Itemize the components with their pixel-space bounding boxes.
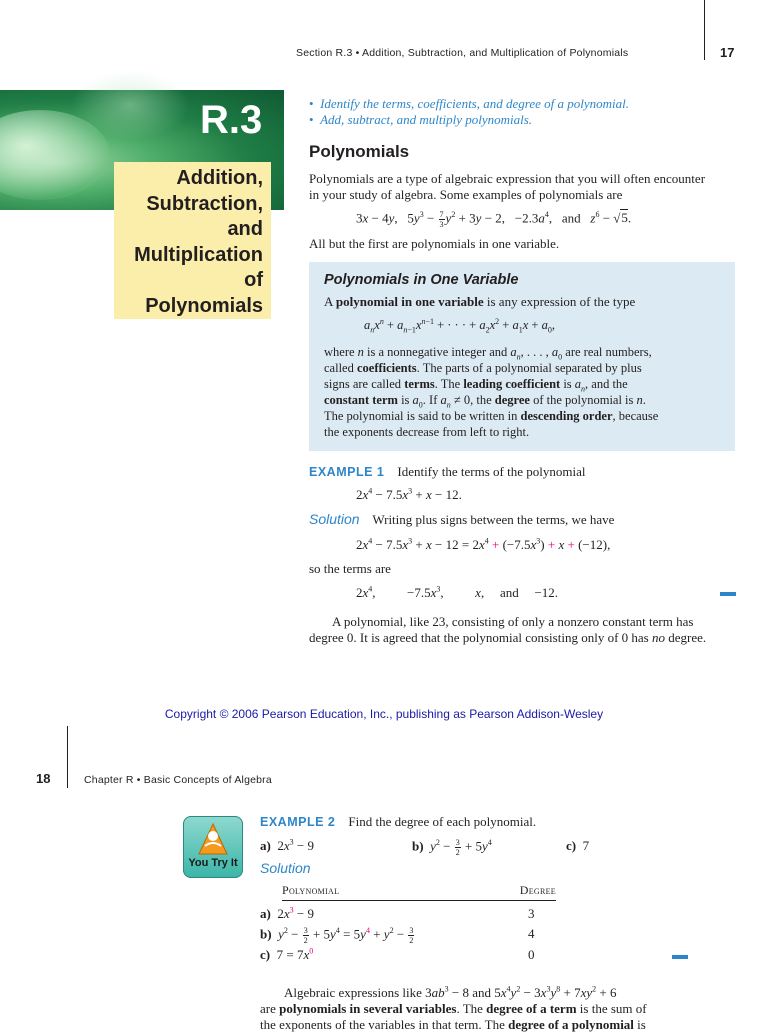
end-of-example-marker [720,592,736,596]
running-head: Section R.3 • Addition, Subtraction, and Multiplication of Polynomials [296,47,629,59]
definition-detail-line: The polynomial is said to be written in descending order, because [324,409,659,423]
so-terms-text: so the terms are [309,561,391,576]
degree-value: 4 [528,926,535,941]
table-row: c) $7 = 7x^0$ 0 [260,946,535,962]
section-title-line-3: Multiplication of [134,243,263,291]
table-row: b) $y^2$ − $\frac{3}{2}$ + $5y^4 = 5y^4 + y^2$ − $\frac{3}{2}$ 4 [260,926,535,945]
definition-text: A polynomial in one variable is any expression of the type [324,294,636,309]
definition-detail-line: constant term is $a_0$. If $a_n \ne 0$, the degree of the polynomial is n. [324,393,646,410]
intro-line: in your study of algebra. Some examples of polynomials are [309,187,623,202]
degree-value: 3 [528,906,535,921]
definition-details [324,344,729,440]
section-title-line-1: Addition, [176,167,263,189]
definition-detail-line: where n is a nonnegative integer and $a_n$, . . . , $a_0$ are real numbers, [324,345,652,362]
terms-list: $2x^4$, $-7.5x^3$, x, and −12. [356,584,559,600]
bottom-line: are polynomials in several variables. The degree of a term is the sum of [260,1001,647,1016]
example-2-prompt: Find the degree of each polynomial. [348,814,537,829]
page-18-number: 18 [36,771,51,786]
closing-line: degree 0. It is agreed that the polynomial consisting only of 0 has no degree. [309,630,707,645]
intro-line: Polynomials are a type of algebraic expression that you will often encounter [309,171,706,186]
general-polynomial-formula: $a_nx^n + a_{n-1}x^{n-1}$ + · · · + $a_2x^2 + a_1x + a_0$, [364,316,555,335]
example-2-label: EXAMPLE 2 [260,815,336,829]
solution-1 [309,511,614,528]
section-number: R.3 [200,98,263,142]
polynomial-examples: 3x − 4y, $5y^3$ − $\frac{7}{3}$ $y^2 + 3y - 2$, $-2.3a^4$, and $z^6 - √5$. [356,210,632,229]
section-heading: Polynomials [309,142,410,161]
after-examples-text: All but the first are polynomials in one variable. [309,236,560,251]
table-header-polynomial: Polynomial [282,883,340,897]
example-2-parts: a) $2x^3 - 9$ b) $y^2$ − $\frac{3}{2}$ + $5y^4$ c) 7 [260,837,590,857]
degree-table-header [282,883,556,901]
example-1 [309,464,585,480]
you-try-it-badge[interactable] [183,816,243,878]
solution-1-equation: $2x^4 - 7.5x^3 + x - 12 = 2x^4 + (-7.5x^3) + x + (-12)$, [356,536,611,552]
bottom-paragraph [260,985,647,1033]
example-1-label: EXAMPLE 1 [309,465,385,479]
copyright-notice: Copyright © 2006 Pearson Education, Inc., publishing as Pearson Addison-Wesley [164,707,604,721]
degree-value: 0 [528,947,535,962]
closing-paragraph [309,614,706,646]
example-1-prompt: Identify the terms of the polynomial [397,464,586,479]
section-title-line-2: Subtraction, and [146,192,263,240]
objective-item: • Identify the terms, coefficients, and degree of a polynomial. [309,96,629,111]
example-1-polynomial: $2x^4 - 7.5x^3 + x - 12$. [356,486,462,502]
solution-2-label: Solution [260,860,311,876]
bottom-line: Algebraic expressions like $3ab^3 - 8$ and $5x^4y^2 - 3x^3y^8 + 7xy^2 + 6$ [284,984,617,1000]
definition-detail-line: signs are called terms. The leading coefficient is $a_n$, and the [324,377,628,394]
solution-label: Solution [309,511,360,527]
objective-item: • Add, subtract, and multiply polynomials. [309,112,533,127]
closing-line: A polynomial, like 23, consisting of only a nonzero constant term has [332,614,694,629]
intro-paragraph [309,171,705,203]
definition-detail-line: the exponents decrease from left to right. [324,425,530,439]
objectives-list [309,96,629,128]
page-18-rule-vertical [67,726,68,788]
section-title-box [114,162,271,319]
section-title-line-4: Polynomials [145,294,263,317]
definition-box-title: Polynomials in One Variable [324,272,519,288]
page-top-rule-vertical [704,0,705,60]
bottom-line: the exponents of the variables in that term. The degree of a polynomial is [260,1017,646,1032]
end-of-example-marker [672,955,688,959]
page-18-running-head: Chapter R • Basic Concepts of Algebra [84,774,272,786]
definition-detail-line: called coefficients. The parts of a polynomial separated by plus [324,361,642,375]
solution-text: Writing plus signs between the terms, we have [372,512,615,527]
example-2 [260,814,536,830]
page-number: 17 [720,45,735,60]
table-header-degree: Degree [519,883,556,897]
you-try-it-label: You Try It [188,857,238,869]
table-row: a) $2x^3 - 9$ 3 [260,905,535,921]
